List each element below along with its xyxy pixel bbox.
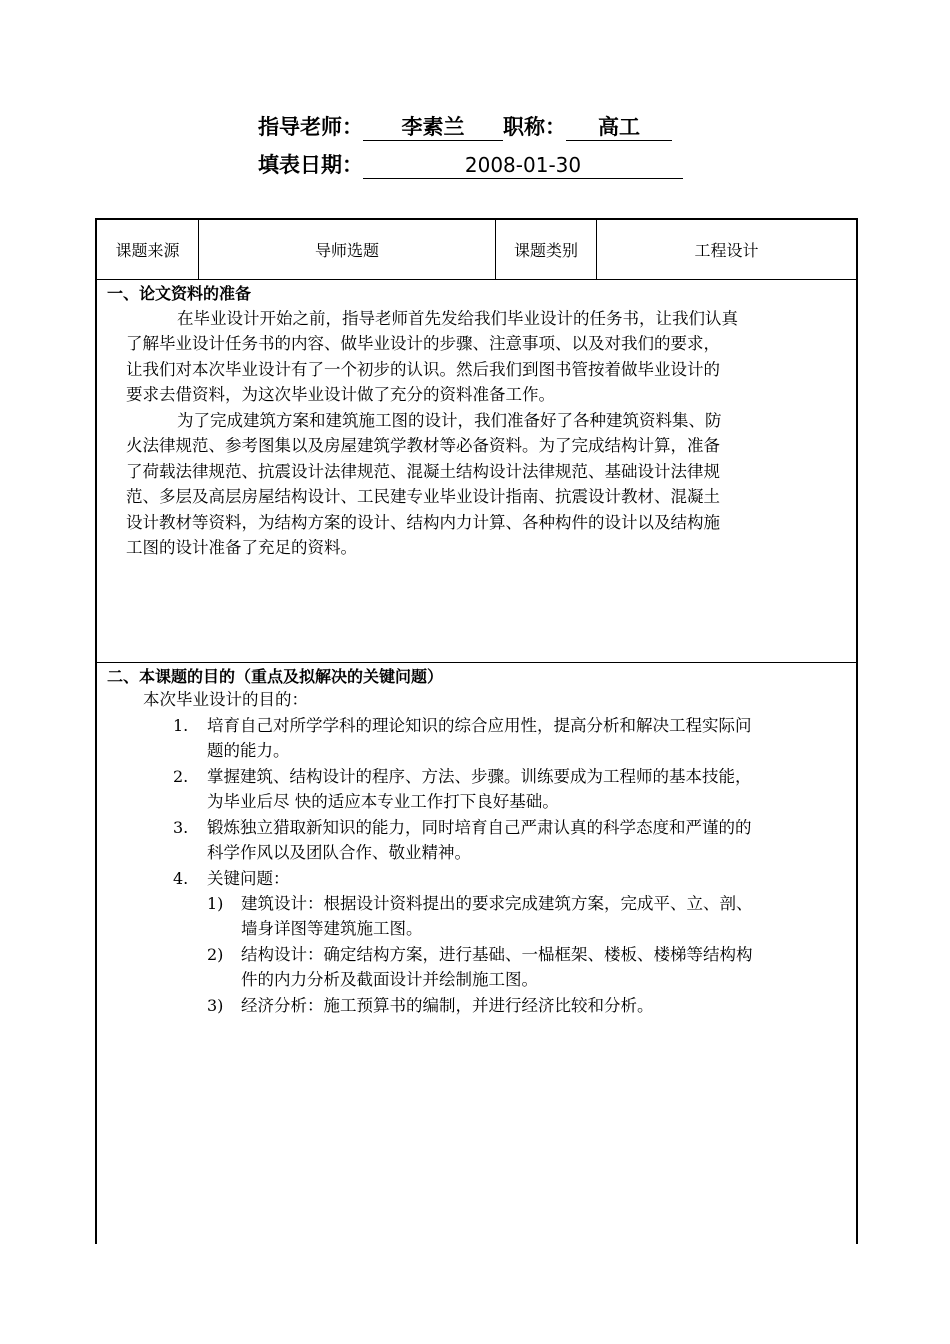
subitem-number: 2) <box>207 945 224 964</box>
sublist-item-line: 件的内力分析及截面设计并绘制施工图。 <box>241 970 538 989</box>
source-value: 导师选题 <box>199 220 496 279</box>
paragraph-line: 让我们对本次毕业设计有了一个初步的认识。然后我们到图书管按着做毕业设计的 <box>126 360 720 379</box>
list-item-line: 为毕业后尽 快的适应本专业工作打下良好基础。 <box>207 792 559 811</box>
document-header <box>258 103 718 179</box>
list-item-line: 掌握建筑、结构设计的程序、方法、步骤。训练要成为工程师的基本技能， <box>207 767 752 786</box>
paragraph-line: 范、多层及高层房屋结构设计、工民建专业毕业设计指南、抗震设计教材、混凝土 <box>126 487 720 506</box>
category-value: 工程设计 <box>694 241 759 260</box>
sublist-item-line: 建筑设计：根据设计资料提出的要求完成建筑方案，完成平、立、剖、 <box>241 894 753 913</box>
paragraph-line: 火法律规范、参考图集以及房屋建筑学教材等必备资料。为了完成结构计算，准备 <box>126 436 720 455</box>
item-number: 3. <box>173 818 189 837</box>
section-objectives <box>97 663 856 1244</box>
date-value: 2008-01-30 <box>363 152 683 179</box>
section-materials <box>97 280 856 663</box>
list-item-line: 锻炼独立猎取新知识的能力，同时培育自己严肃认真的科学态度和严谨的的 <box>207 818 752 837</box>
date-row <box>258 141 718 179</box>
paragraph-line: 了荷载法律规范、抗震设计法律规范、混凝土结构设计法律规范、基础设计法律规 <box>126 462 720 481</box>
list-item-line: 题的能力。 <box>207 741 290 760</box>
paragraph-line: 为了完成建筑方案和建筑施工图的设计，我们准备好了各种建筑资料集、防 <box>177 411 722 430</box>
paragraph-line: 工图的设计准备了充足的资料。 <box>126 538 357 557</box>
category-label: 课题类别 <box>496 220 597 279</box>
sublist-item-line: 墙身详图等建筑施工图。 <box>241 919 423 938</box>
section-materials-title: 一、论文资料的准备 <box>107 284 252 303</box>
title-value: 高工 <box>566 114 672 141</box>
advisor-name: 李素兰 <box>363 114 503 141</box>
subitem-number: 3) <box>207 996 224 1015</box>
sublist-item-line: 经济分析：施工预算书的编制，并进行经济比较和分析。 <box>241 996 654 1015</box>
advisor-label: 指导老师： <box>258 115 363 139</box>
topic-info-row <box>97 220 856 280</box>
paragraph-line: 设计教材等资料，为结构方案的设计、结构内力计算、各种构件的设计以及结构施 <box>126 513 720 532</box>
paragraph-line: 要求去借资料，为这次毕业设计做了充分的资料准备工作。 <box>126 385 555 404</box>
list-item-line: 关键问题： <box>207 869 290 888</box>
section-objectives-title: 二、本课题的目的（重点及拟解决的关键问题） <box>107 667 444 686</box>
item-number: 1. <box>173 716 189 735</box>
list-item-line: 培育自己对所学学科的理论知识的综合应用性，提高分析和解决工程实际问 <box>207 716 752 735</box>
title-label: 职称： <box>503 115 566 139</box>
date-label: 填表日期： <box>258 153 363 177</box>
objectives-intro: 本次毕业设计的目的： <box>143 690 308 709</box>
list-item-line: 科学作风以及团队合作、敬业精神。 <box>207 843 471 862</box>
task-form-table <box>95 218 858 1244</box>
sublist-item-line: 结构设计：确定结构方案，进行基础、一榀框架、楼板、楼梯等结构构 <box>241 945 753 964</box>
subitem-number: 1) <box>207 894 224 913</box>
item-number: 4. <box>173 869 189 888</box>
advisor-row <box>258 103 718 141</box>
paragraph-line: 了解毕业设计任务书的内容、做毕业设计的步骤、注意事项、以及对我们的要求， <box>126 334 720 353</box>
paragraph-line: 在毕业设计开始之前，指导老师首先发给我们毕业设计的任务书，让我们认真 <box>177 309 738 328</box>
source-label: 课题来源 <box>97 220 199 279</box>
item-number: 2. <box>173 767 189 786</box>
